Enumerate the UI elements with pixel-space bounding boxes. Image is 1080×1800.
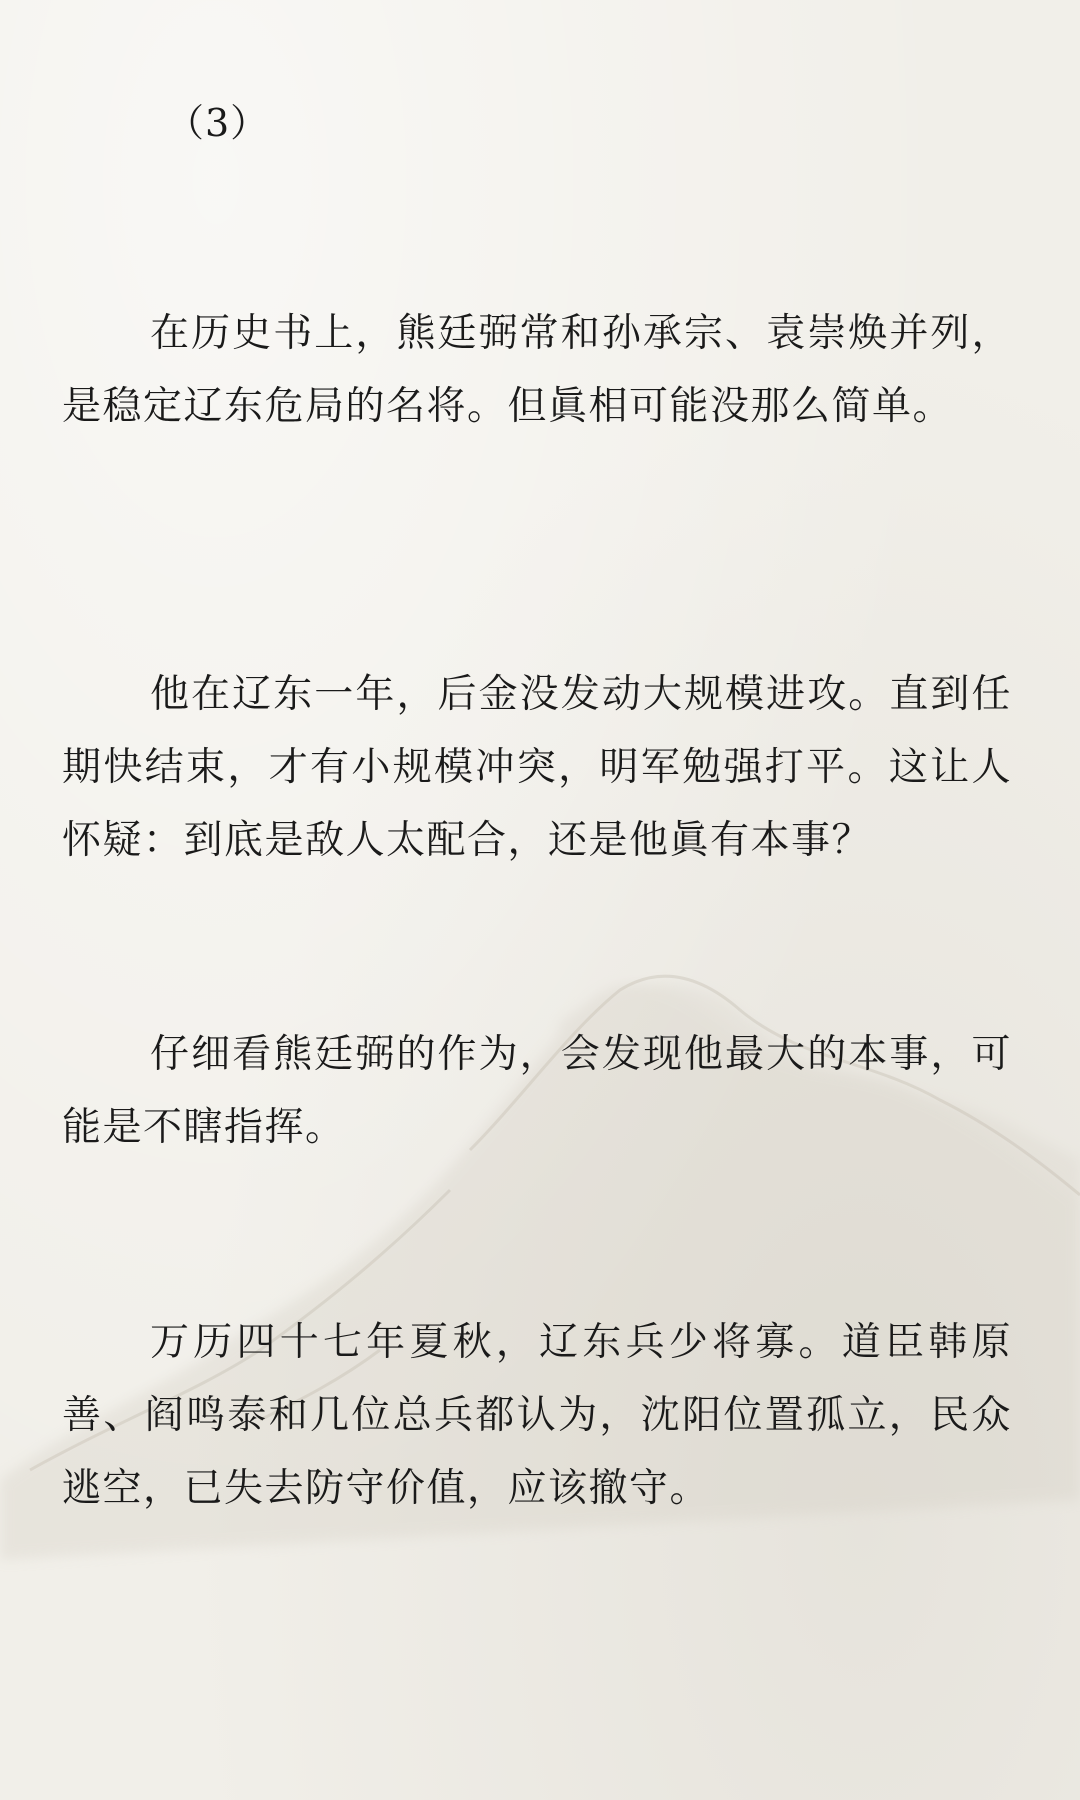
- section-number: （3）: [166, 101, 270, 145]
- paragraph-1: 在历史书上，熊廷弼常和孙承宗、袁崇焕并列，是稳定辽东危局的名将。但眞相可能没那么简单。: [62, 311, 1012, 429]
- paragraph-2: 他在辽东一年，后金没发动大规模进攻。直到任期快结束，才有小规模冲突，明军勉强打平。这让人怀疑：到底是敌人太配合，还是他眞有本事？: [62, 672, 1012, 863]
- paragraph-4: 万历四十七年夏秋，辽东兵少将寡。道臣韩原善、阎鸣泰和几位总兵都认为，沈阳位置孤立，民众逃空，已失去防守价值，应该撤守。: [62, 1320, 1012, 1511]
- paragraph-3: 仔细看熊廷弼的作为，会发现他最大的本事，可能是不瞎指挥。: [62, 1032, 1012, 1150]
